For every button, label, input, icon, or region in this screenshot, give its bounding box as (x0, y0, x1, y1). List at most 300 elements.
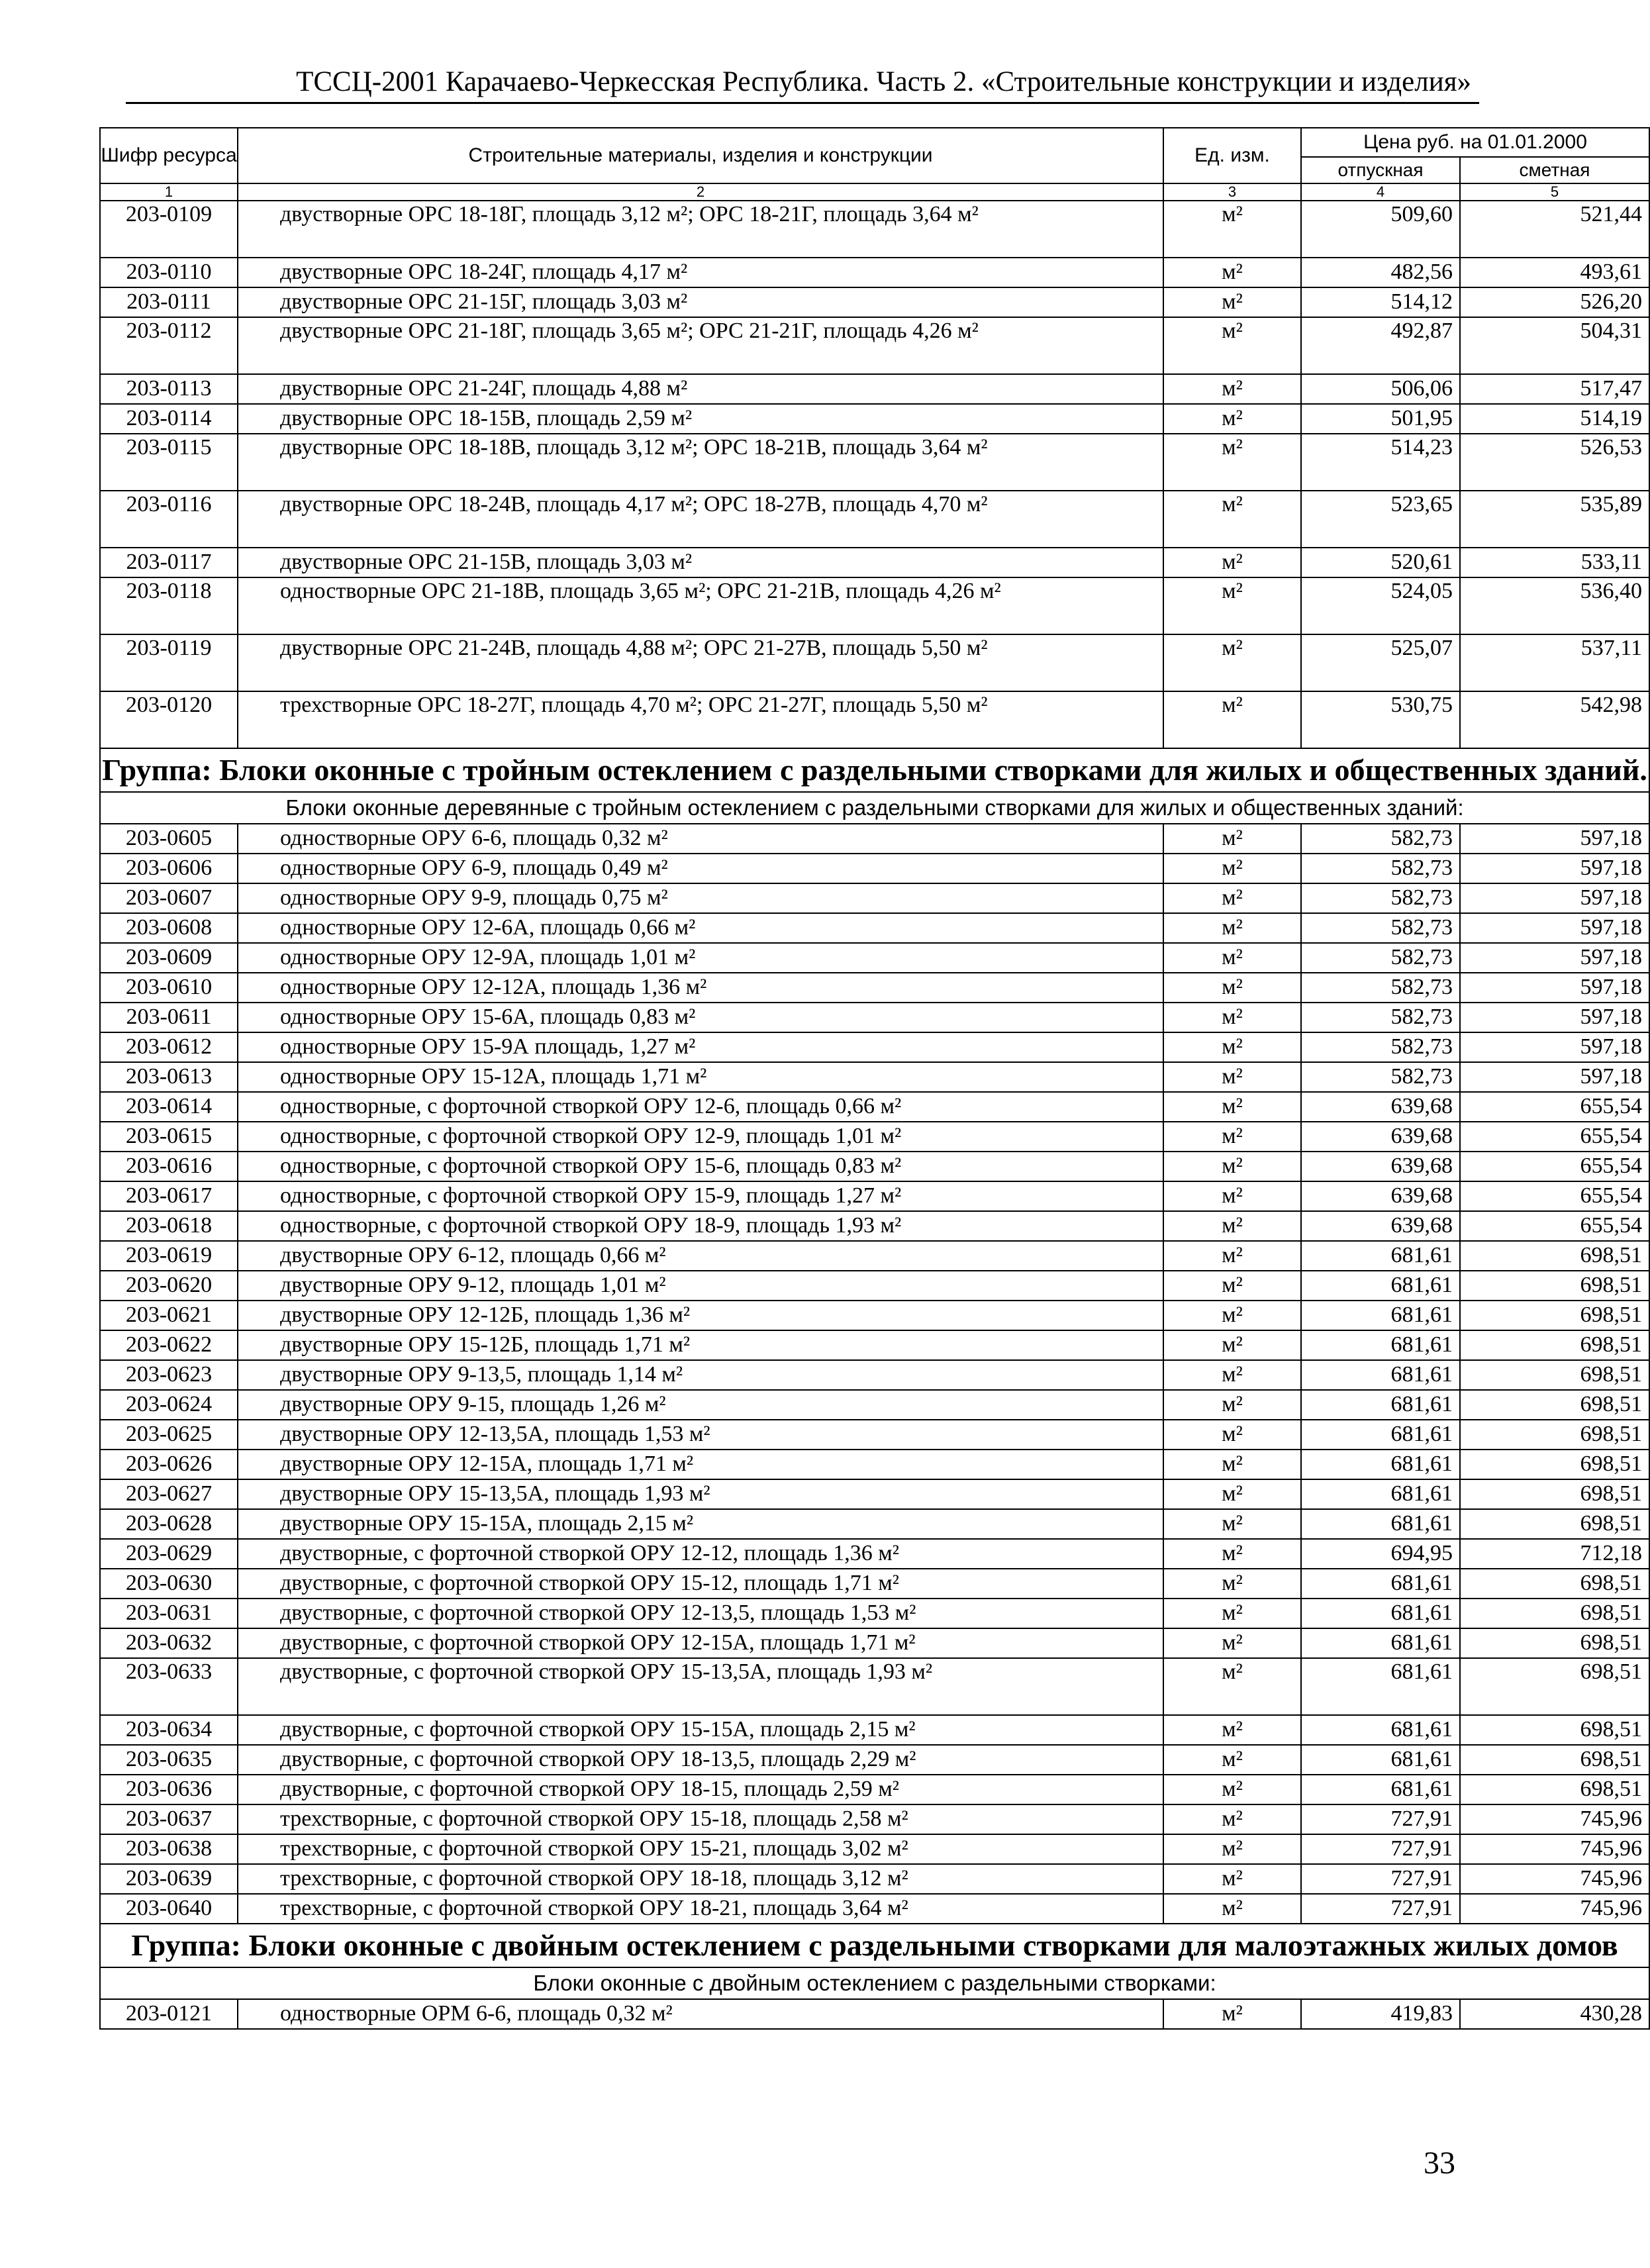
unit-of-measure: м² (1163, 1775, 1301, 1804)
table-row (100, 1330, 1649, 1360)
unit-of-measure: м² (1163, 1390, 1301, 1420)
release-price: 582,73 (1301, 854, 1460, 883)
table-row (100, 1834, 1649, 1864)
unit-of-measure: м² (1163, 1241, 1301, 1271)
unit-of-measure: м² (1163, 634, 1301, 691)
estimate-price: 542,98 (1460, 691, 1649, 748)
estimate-price: 526,53 (1460, 434, 1649, 491)
row-spacer (238, 374, 275, 404)
table-row (100, 1509, 1649, 1539)
row-spacer (238, 1599, 275, 1628)
table-row (100, 1211, 1649, 1241)
table-row (100, 287, 1649, 317)
estimate-price: 745,96 (1460, 1894, 1649, 1924)
estimate-price: 698,51 (1460, 1628, 1649, 1658)
material-name: двустворные, с форточной створкой ОРУ 18-15, площадь 2,59 м² (275, 1775, 1163, 1804)
material-name: двустворные ОРС 18-24В, площадь 4,17 м²; ОРС 18-27В, площадь 4,70 м² (275, 491, 1163, 548)
release-price: 681,61 (1301, 1301, 1460, 1330)
material-name: одностворные, с форточной створкой ОРУ 18-9, площадь 1,93 м² (275, 1211, 1163, 1241)
material-name: трехстворные, с форточной створкой ОРУ 15-18, площадь 2,58 м² (275, 1804, 1163, 1834)
table-row (100, 1999, 1649, 2029)
estimate-price: 536,40 (1460, 577, 1649, 634)
table-row (100, 1062, 1649, 1092)
estimate-price: 521,44 (1460, 201, 1649, 258)
row-spacer (238, 1894, 275, 1924)
unit-of-measure: м² (1163, 1181, 1301, 1211)
unit-of-measure: м² (1163, 548, 1301, 577)
material-name: одностворные ОРУ 15-12А, площадь 1,71 м² (275, 1062, 1163, 1092)
resource-code: 203-0118 (100, 577, 238, 634)
release-price: 639,68 (1301, 1152, 1460, 1181)
unit-of-measure: м² (1163, 1569, 1301, 1599)
material-name: одностворные ОРУ 12-6А, площадь 0,66 м² (275, 913, 1163, 943)
material-name: двустворные, с форточной створкой ОРУ 15-15А, площадь 2,15 м² (275, 1715, 1163, 1745)
unit-of-measure: м² (1163, 1539, 1301, 1569)
group-title: Группа: Блоки оконные с двойным остеклением с раздельными створками для малоэтажных жилых домов (100, 1924, 1649, 1967)
release-price: 582,73 (1301, 824, 1460, 854)
estimate-price: 533,11 (1460, 548, 1649, 577)
table-row (100, 1599, 1649, 1628)
material-name: двустворные, с форточной створкой ОРУ 12-12, площадь 1,36 м² (275, 1539, 1163, 1569)
table-row (100, 634, 1649, 691)
row-spacer (238, 1804, 275, 1834)
resource-code: 203-0612 (100, 1032, 238, 1062)
estimate-price: 597,18 (1460, 824, 1649, 854)
table-row (100, 824, 1649, 854)
release-price: 506,06 (1301, 374, 1460, 404)
resource-code: 203-0111 (100, 287, 238, 317)
unit-of-measure: м² (1163, 374, 1301, 404)
unit-of-measure: м² (1163, 1420, 1301, 1450)
unit-of-measure: м² (1163, 1628, 1301, 1658)
unit-of-measure: м² (1163, 1864, 1301, 1894)
material-name: двустворные, с форточной створкой ОРУ 12-13,5, площадь 1,53 м² (275, 1599, 1163, 1628)
unit-of-measure: м² (1163, 1834, 1301, 1864)
material-name: двустворные ОРУ 9-13,5, площадь 1,14 м² (275, 1360, 1163, 1390)
row-spacer (238, 1628, 275, 1658)
table-row (100, 1092, 1649, 1122)
unit-of-measure: м² (1163, 434, 1301, 491)
estimate-price: 526,20 (1460, 287, 1649, 317)
row-spacer (238, 1999, 275, 2029)
release-price: 582,73 (1301, 973, 1460, 1003)
table-row (100, 1450, 1649, 1479)
release-price: 582,73 (1301, 943, 1460, 973)
column-number: 5 (1460, 183, 1649, 201)
price-table (99, 127, 1650, 2030)
unit-of-measure: м² (1163, 1479, 1301, 1509)
resource-code: 203-0110 (100, 258, 238, 287)
resource-code: 203-0638 (100, 1834, 238, 1864)
release-price: 639,68 (1301, 1092, 1460, 1122)
unit-of-measure: м² (1163, 287, 1301, 317)
release-price: 681,61 (1301, 1599, 1460, 1628)
release-price: 681,61 (1301, 1360, 1460, 1390)
page-header (126, 62, 1479, 104)
resource-code: 203-0120 (100, 691, 238, 748)
release-price: 639,68 (1301, 1181, 1460, 1211)
unit-of-measure: м² (1163, 1715, 1301, 1745)
unit-of-measure: м² (1163, 1745, 1301, 1775)
unit-of-measure: м² (1163, 1360, 1301, 1390)
estimate-price: 698,51 (1460, 1360, 1649, 1390)
resource-code: 203-0614 (100, 1092, 238, 1122)
resource-code: 203-0636 (100, 1775, 238, 1804)
table-row (100, 1241, 1649, 1271)
row-spacer (238, 1122, 275, 1152)
table-row (100, 258, 1649, 287)
unit-of-measure: м² (1163, 1894, 1301, 1924)
table-row (100, 1122, 1649, 1152)
release-price: 520,61 (1301, 548, 1460, 577)
row-spacer (238, 691, 275, 748)
resource-code: 203-0634 (100, 1715, 238, 1745)
material-name: одностворные ОРУ 6-6, площадь 0,32 м² (275, 824, 1163, 854)
table-row (100, 1301, 1649, 1330)
material-name: двустворные ОРУ 6-12, площадь 0,66 м² (275, 1241, 1163, 1271)
material-name: двустворные ОРУ 12-15А, площадь 1,71 м² (275, 1450, 1163, 1479)
resource-code: 203-0630 (100, 1569, 238, 1599)
resource-code: 203-0632 (100, 1628, 238, 1658)
release-price: 639,68 (1301, 1122, 1460, 1152)
resource-code: 203-0613 (100, 1062, 238, 1092)
resource-code: 203-0618 (100, 1211, 238, 1241)
row-spacer (238, 1420, 275, 1450)
release-price: 525,07 (1301, 634, 1460, 691)
release-price: 681,61 (1301, 1479, 1460, 1509)
estimate-price: 537,11 (1460, 634, 1649, 691)
table-row (100, 854, 1649, 883)
material-name: трехстворные ОРС 18-27Г, площадь 4,70 м²; ОРС 21-27Г, площадь 5,50 м² (275, 691, 1163, 748)
release-price: 419,83 (1301, 1999, 1460, 2029)
estimate-price: 597,18 (1460, 973, 1649, 1003)
estimate-price: 698,51 (1460, 1658, 1649, 1715)
unit-of-measure: м² (1163, 1003, 1301, 1032)
material-name: одностворные, с форточной створкой ОРУ 12-6, площадь 0,66 м² (275, 1092, 1163, 1122)
row-spacer (238, 1390, 275, 1420)
unit-of-measure: м² (1163, 1152, 1301, 1181)
unit-of-measure: м² (1163, 1062, 1301, 1092)
column-numbers-row (100, 183, 1649, 201)
table-row (100, 1420, 1649, 1450)
table-row (100, 943, 1649, 973)
group-subtitle: Блоки оконные с двойным остеклением с раздельными створками: (100, 1967, 1649, 1999)
unit-of-measure: м² (1163, 577, 1301, 634)
material-name: двустворные ОРУ 15-12Б, площадь 1,71 м² (275, 1330, 1163, 1360)
row-spacer (238, 1745, 275, 1775)
material-name: двустворные ОРС 18-24Г, площадь 4,17 м² (275, 258, 1163, 287)
row-spacer (238, 883, 275, 913)
group-heading-row (100, 748, 1649, 792)
estimate-price: 698,51 (1460, 1745, 1649, 1775)
estimate-price: 698,51 (1460, 1330, 1649, 1360)
material-name: двустворные ОРС 21-18Г, площадь 3,65 м²; ОРС 21-21Г, площадь 4,26 м² (275, 317, 1163, 374)
page-number: 33 (1424, 2145, 1455, 2181)
row-spacer (238, 973, 275, 1003)
table-row (100, 201, 1649, 258)
material-name: двустворные ОРС 18-18В, площадь 3,12 м²; ОРС 18-21В, площадь 3,64 м² (275, 434, 1163, 491)
release-price: 514,23 (1301, 434, 1460, 491)
unit-of-measure: м² (1163, 1450, 1301, 1479)
table-row (100, 913, 1649, 943)
resource-code: 203-0624 (100, 1390, 238, 1420)
row-spacer (238, 824, 275, 854)
resource-code: 203-0611 (100, 1003, 238, 1032)
table-row (100, 1181, 1649, 1211)
table-row (100, 548, 1649, 577)
resource-code: 203-0640 (100, 1894, 238, 1924)
release-price: 681,61 (1301, 1390, 1460, 1420)
estimate-price: 597,18 (1460, 1062, 1649, 1092)
estimate-price: 514,19 (1460, 404, 1649, 434)
table-row (100, 1032, 1649, 1062)
table-row (100, 317, 1649, 374)
release-price: 482,56 (1301, 258, 1460, 287)
resource-code: 203-0617 (100, 1181, 238, 1211)
material-name: одностворные, с форточной створкой ОРУ 15-9, площадь 1,27 м² (275, 1181, 1163, 1211)
material-name: двустворные ОРС 21-24Г, площадь 4,88 м² (275, 374, 1163, 404)
estimate-price: 597,18 (1460, 883, 1649, 913)
release-price: 524,05 (1301, 577, 1460, 634)
release-price: 681,61 (1301, 1241, 1460, 1271)
table-row (100, 883, 1649, 913)
column-number: 1 (100, 183, 238, 201)
estimate-price: 698,51 (1460, 1420, 1649, 1450)
unit-of-measure: м² (1163, 973, 1301, 1003)
table-row (100, 1745, 1649, 1775)
table-row (100, 1003, 1649, 1032)
material-name: трехстворные, с форточной створкой ОРУ 15-21, площадь 3,02 м² (275, 1834, 1163, 1864)
estimate-price: 698,51 (1460, 1509, 1649, 1539)
material-name: трехстворные, с форточной створкой ОРУ 18-21, площадь 3,64 м² (275, 1894, 1163, 1924)
row-spacer (238, 854, 275, 883)
row-spacer (238, 548, 275, 577)
row-spacer (238, 1032, 275, 1062)
group-subtitle: Блоки оконные деревянные с тройным остеклением с раздельными створками для жилых и общественных зданий: (100, 792, 1649, 824)
release-price: 582,73 (1301, 883, 1460, 913)
resource-code: 203-0113 (100, 374, 238, 404)
row-spacer (238, 434, 275, 491)
material-name: двустворные ОРУ 9-12, площадь 1,01 м² (275, 1271, 1163, 1301)
resource-code: 203-0605 (100, 824, 238, 854)
resource-code: 203-0637 (100, 1804, 238, 1834)
material-name: одностворные ОРМ 6-6, площадь 0,32 м² (275, 1999, 1163, 2029)
unit-of-measure: м² (1163, 913, 1301, 943)
row-spacer (238, 1062, 275, 1092)
estimate-price: 597,18 (1460, 854, 1649, 883)
unit-of-measure: м² (1163, 1211, 1301, 1241)
table-row (100, 1479, 1649, 1509)
unit-of-measure: м² (1163, 1032, 1301, 1062)
release-price: 514,12 (1301, 287, 1460, 317)
unit-of-measure: м² (1163, 1271, 1301, 1301)
release-price: 681,61 (1301, 1658, 1460, 1715)
unit-of-measure: м² (1163, 691, 1301, 748)
document-title: ТССЦ-2001 Карачаево-Черкесская Республика. Часть 2. «Строительные конструкции и изделия» (296, 66, 1471, 97)
resource-code: 203-0116 (100, 491, 238, 548)
estimate-price: 698,51 (1460, 1390, 1649, 1420)
release-price: 492,87 (1301, 317, 1460, 374)
resource-code: 203-0619 (100, 1241, 238, 1271)
release-price: 501,95 (1301, 404, 1460, 434)
material-name: двустворные ОРУ 9-15, площадь 1,26 м² (275, 1390, 1163, 1420)
resource-code: 203-0109 (100, 201, 238, 258)
estimate-price: 655,54 (1460, 1122, 1649, 1152)
resource-code: 203-0606 (100, 854, 238, 883)
resource-code: 203-0628 (100, 1509, 238, 1539)
estimate-price: 698,51 (1460, 1301, 1649, 1330)
material-name: трехстворные, с форточной створкой ОРУ 18-18, площадь 3,12 м² (275, 1864, 1163, 1894)
row-spacer (238, 258, 275, 287)
header-code: Шифр ресурса (100, 128, 238, 183)
table-row (100, 1804, 1649, 1834)
group-subtitle-row (100, 792, 1649, 824)
material-name: двустворные ОРУ 12-12Б, площадь 1,36 м² (275, 1301, 1163, 1330)
resource-code: 203-0627 (100, 1479, 238, 1509)
row-spacer (238, 1360, 275, 1390)
estimate-price: 655,54 (1460, 1092, 1649, 1122)
resource-code: 203-0616 (100, 1152, 238, 1181)
header-release-price: отпускная (1301, 157, 1460, 183)
release-price: 681,61 (1301, 1450, 1460, 1479)
resource-code: 203-0114 (100, 404, 238, 434)
material-name: одностворные, с форточной створкой ОРУ 15-6, площадь 0,83 м² (275, 1152, 1163, 1181)
material-name: одностворные ОРУ 12-9А, площадь 1,01 м² (275, 943, 1163, 973)
row-spacer (238, 1775, 275, 1804)
resource-code: 203-0608 (100, 913, 238, 943)
row-spacer (238, 1152, 275, 1181)
row-spacer (238, 1181, 275, 1211)
unit-of-measure: м² (1163, 883, 1301, 913)
material-name: двустворные, с форточной створкой ОРУ 15-12, площадь 1,71 м² (275, 1569, 1163, 1599)
estimate-price: 517,47 (1460, 374, 1649, 404)
resource-code: 203-0633 (100, 1658, 238, 1715)
release-price: 681,61 (1301, 1628, 1460, 1658)
table-row (100, 1894, 1649, 1924)
estimate-price: 712,18 (1460, 1539, 1649, 1569)
resource-code: 203-0621 (100, 1301, 238, 1330)
resource-code: 203-0609 (100, 943, 238, 973)
row-spacer (238, 1658, 275, 1715)
estimate-price: 597,18 (1460, 943, 1649, 973)
unit-of-measure: м² (1163, 1509, 1301, 1539)
table-row (100, 1271, 1649, 1301)
material-name: двустворные, с форточной створкой ОРУ 18-13,5, площадь 2,29 м² (275, 1745, 1163, 1775)
material-name: одностворные ОРУ 6-9, площадь 0,49 м² (275, 854, 1163, 883)
estimate-price: 745,96 (1460, 1804, 1649, 1834)
material-name: двустворные, с форточной створкой ОРУ 15-13,5А, площадь 1,93 м² (275, 1658, 1163, 1715)
row-spacer (238, 1715, 275, 1745)
table-row (100, 691, 1649, 748)
table-row (100, 1628, 1649, 1658)
header-price: Цена руб. на 01.01.2000 (1301, 128, 1649, 157)
resource-code: 203-0635 (100, 1745, 238, 1775)
group-heading-row (100, 1924, 1649, 1967)
release-price: 681,61 (1301, 1271, 1460, 1301)
estimate-price: 698,51 (1460, 1715, 1649, 1745)
row-spacer (238, 1569, 275, 1599)
resource-code: 203-0115 (100, 434, 238, 491)
release-price: 681,61 (1301, 1745, 1460, 1775)
material-name: двустворные ОРУ 12-13,5А, площадь 1,53 м² (275, 1420, 1163, 1450)
release-price: 681,61 (1301, 1330, 1460, 1360)
release-price: 727,91 (1301, 1864, 1460, 1894)
resource-code: 203-0615 (100, 1122, 238, 1152)
estimate-price: 698,51 (1460, 1479, 1649, 1509)
unit-of-measure: м² (1163, 1599, 1301, 1628)
resource-code: 203-0620 (100, 1271, 238, 1301)
estimate-price: 597,18 (1460, 1032, 1649, 1062)
release-price: 582,73 (1301, 1032, 1460, 1062)
estimate-price: 597,18 (1460, 1003, 1649, 1032)
resource-code: 203-0607 (100, 883, 238, 913)
resource-code: 203-0625 (100, 1420, 238, 1450)
unit-of-measure: м² (1163, 258, 1301, 287)
table-row (100, 973, 1649, 1003)
resource-code: 203-0622 (100, 1330, 238, 1360)
release-price: 530,75 (1301, 691, 1460, 748)
estimate-price: 504,31 (1460, 317, 1649, 374)
table-row (100, 1152, 1649, 1181)
row-spacer (238, 1003, 275, 1032)
unit-of-measure: м² (1163, 824, 1301, 854)
unit-of-measure: м² (1163, 1804, 1301, 1834)
release-price: 523,65 (1301, 491, 1460, 548)
estimate-price: 698,51 (1460, 1599, 1649, 1628)
group-title: Группа: Блоки оконные с тройным остеклением с раздельными створками для жилых и общественных зданий. (100, 748, 1649, 792)
table-row (100, 1539, 1649, 1569)
estimate-price: 597,18 (1460, 913, 1649, 943)
material-name: одностворные, с форточной створкой ОРУ 12-9, площадь 1,01 м² (275, 1122, 1163, 1152)
resource-code: 203-0117 (100, 548, 238, 577)
release-price: 639,68 (1301, 1211, 1460, 1241)
unit-of-measure: м² (1163, 943, 1301, 973)
table-row (100, 374, 1649, 404)
release-price: 582,73 (1301, 1062, 1460, 1092)
release-price: 681,61 (1301, 1715, 1460, 1745)
unit-of-measure: м² (1163, 404, 1301, 434)
unit-of-measure: м² (1163, 491, 1301, 548)
release-price: 694,95 (1301, 1539, 1460, 1569)
table-row (100, 1569, 1649, 1599)
material-name: одностворные ОРУ 15-6А, площадь 0,83 м² (275, 1003, 1163, 1032)
row-spacer (238, 317, 275, 374)
resource-code: 203-0639 (100, 1864, 238, 1894)
estimate-price: 698,51 (1460, 1775, 1649, 1804)
release-price: 727,91 (1301, 1834, 1460, 1864)
material-name: двустворные ОРС 18-15В, площадь 2,59 м² (275, 404, 1163, 434)
table-row (100, 577, 1649, 634)
unit-of-measure: м² (1163, 1999, 1301, 2029)
estimate-price: 430,28 (1460, 1999, 1649, 2029)
estimate-price: 655,54 (1460, 1181, 1649, 1211)
estimate-price: 698,51 (1460, 1241, 1649, 1271)
unit-of-measure: м² (1163, 1122, 1301, 1152)
row-spacer (238, 201, 275, 258)
unit-of-measure: м² (1163, 317, 1301, 374)
row-spacer (238, 404, 275, 434)
header-estimate-price: сметная (1460, 157, 1649, 183)
column-number: 2 (238, 183, 1163, 201)
table-row (100, 1390, 1649, 1420)
row-spacer (238, 1211, 275, 1241)
estimate-price: 655,54 (1460, 1152, 1649, 1181)
table-row (100, 491, 1649, 548)
row-spacer (238, 287, 275, 317)
resource-code: 203-0610 (100, 973, 238, 1003)
price-table-container (99, 127, 1647, 2030)
table-row (100, 1775, 1649, 1804)
